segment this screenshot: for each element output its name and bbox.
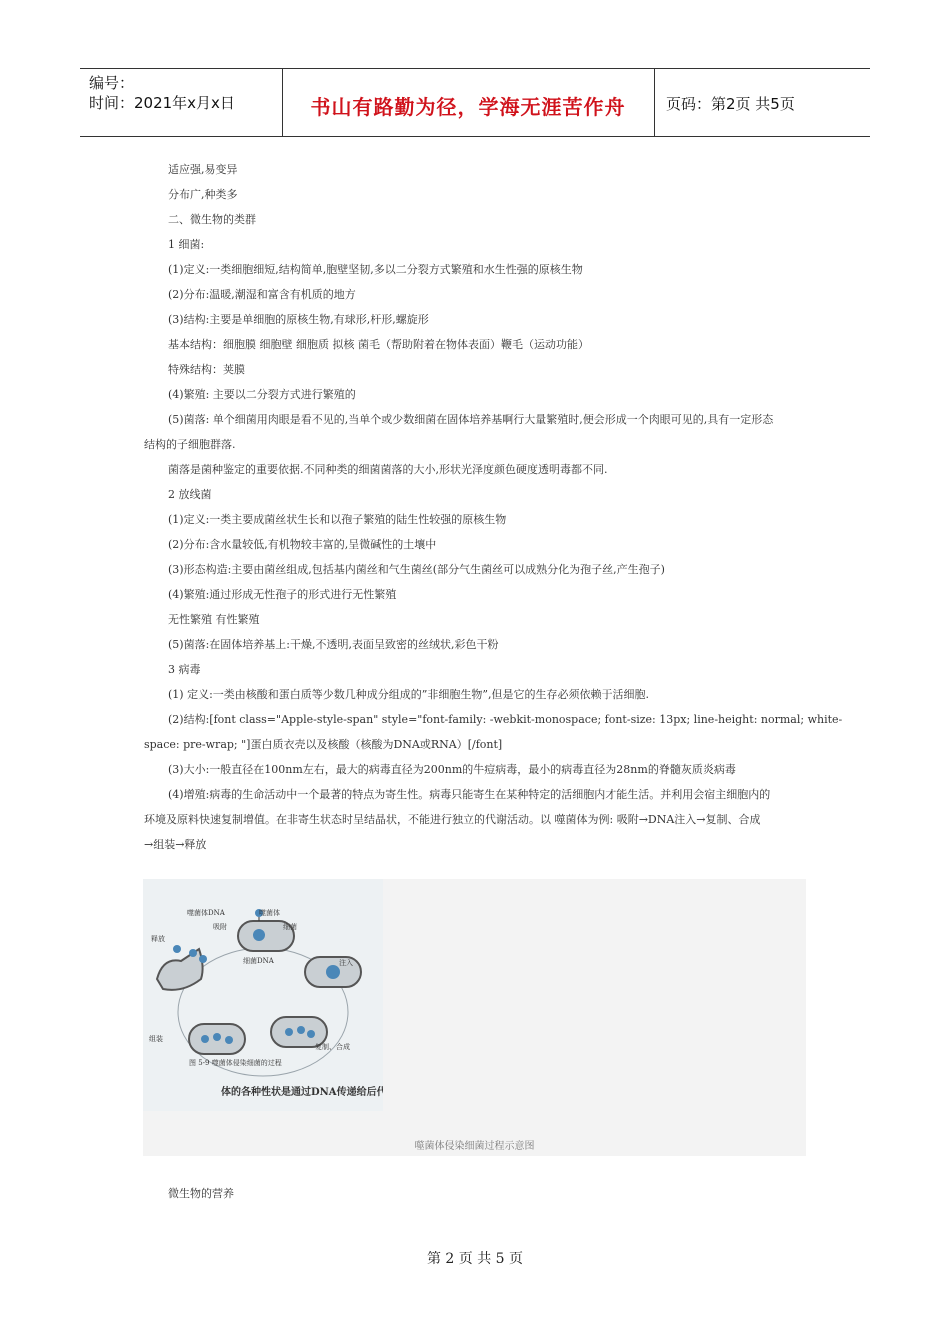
body-line: 基本结构：细胞膜 细胞壁 细胞质 拟核 菌毛（帮助附着在物体表面）鞭毛（运动功能） — [168, 338, 589, 351]
body-line: (1)定义:一类细胞细短,结构简单,胞壁坚韧,多以二分裂方式繁殖和水生性强的原核生物 — [168, 263, 583, 276]
body-line: 环境及原料快速复制增值。在非寄生状态时呈结晶状，不能进行独立的代谢活动。以 噬菌体为例: 吸附→DNA注入→复制、合成 — [144, 813, 761, 826]
body-line: (1)定义:一类主要成菌丝状生长和以孢子繁殖的陆生性较强的原核生物 — [168, 513, 507, 526]
body-line: (4)繁殖:通过形成无性孢子的形式进行无性繁殖 — [168, 588, 397, 601]
body-line: 菌落是菌种鉴定的重要依据.不同种类的细菌菌落的大小,形状光泽度颜色硬度透明毒都不同. — [168, 463, 608, 476]
time-label: 时间：2021年x月x日 — [89, 94, 235, 112]
header-info-cell — [80, 69, 283, 136]
body-line: 适应强,易变异 — [168, 163, 238, 176]
body-line: 二、微生物的类群 — [168, 213, 256, 226]
label-release: 释放 — [151, 935, 165, 943]
body-line: (4)繁殖: 主要以二分裂方式进行繁殖的 — [168, 388, 356, 401]
body-line: (5)菌落:在固体培养基上:干燥,不透明,表面呈致密的丝绒状,彩色干粉 — [168, 638, 499, 651]
figure — [143, 879, 806, 1156]
page-info: 页码：第2页 共5页 — [666, 95, 795, 113]
page-footer: 第 2 页 共 5 页 — [426, 1251, 524, 1267]
diagram-svg — [143, 879, 383, 1111]
body-line: (2)分布:含水量较低,有机物较丰富的,呈微碱性的土壤中 — [168, 538, 437, 551]
label-phage-dna: 噬菌体DNA — [187, 909, 225, 917]
label-bacteria-dna: 细菌DNA — [243, 957, 274, 965]
label-bacterium: 细菌 — [283, 923, 297, 931]
body-line: (3)结构:主要是单细胞的原核生物,有球形,杆形,螺旋形 — [168, 313, 429, 326]
body-line: (2)分布:温暖,潮湿和富含有机质的地方 — [168, 288, 356, 301]
figure-bottom-text: 体的各种性状是通过DNA传递给后代 — [221, 1087, 383, 1098]
body-line: (4)增殖:病毒的生命活动中一个最著的特点为寄生性。病毒只能寄生在某种特定的活细胞内才能生活。并利用会宿主细胞内的 — [168, 788, 771, 801]
label-adsorb: 吸附 — [213, 923, 227, 931]
body-line: 无性繁殖 有性繁殖 — [168, 613, 260, 626]
body-line: (3)大小:一般直径在100nm左右，最大的病毒直径为200nm的牛痘病毒，最小的病毒直径为28nm的脊髓灰质炎病毒 — [168, 763, 736, 776]
body-line: →组装→释放 — [144, 838, 207, 851]
body-line: 结构的子细胞群落. — [144, 438, 236, 451]
label-inject: 注入 — [339, 959, 353, 967]
body-line: space: pre-wrap; "]蛋白质衣壳以及核酸（核酸为DNA或RNA）[/font] — [144, 738, 503, 751]
body-line: 3 病毒 — [168, 663, 201, 676]
motto: 书山有路勤为径，学海无涯苦作舟 — [310, 95, 626, 119]
body-line: (1) 定义:一类由核酸和蛋白质等少数几种成分组成的”非细胞生物”,但是它的生存必须依赖于活细胞. — [168, 688, 650, 701]
figure-caption: 噬菌体侵染细菌过程示意图 — [414, 1141, 535, 1152]
section-heading-nutrition: 微生物的营养 — [168, 1187, 234, 1200]
label-replicate: 复制、合成 — [315, 1043, 350, 1051]
bacterium-lower-left — [189, 1024, 245, 1054]
label-phage: 噬菌体 — [259, 909, 280, 917]
number-label: 编号： — [89, 74, 135, 92]
body-line: 1 细菌: — [168, 238, 205, 251]
body-line: (3)形态构造:主要由菌丝组成,包括基内菌丝和气生菌丝(部分气生菌丝可以成熟分化为孢子丝,产生孢子) — [168, 563, 665, 576]
header-motto-cell — [282, 69, 655, 136]
body-line: 2 放线菌 — [168, 488, 212, 501]
body-line: 特殊结构：荚膜 — [168, 363, 245, 376]
body-line: (2)结构:[font class="Apple-style-span" style="font-family: -webkit-monospace; font-size: 13px; line-height: normal; white- — [168, 713, 843, 726]
figure-title: 图 5-9 噬菌体侵染细菌的过程 — [189, 1059, 282, 1067]
header-page-cell — [654, 69, 870, 136]
body-line: 分布广,种类多 — [168, 188, 238, 201]
label-assemble: 组装 — [149, 1035, 163, 1043]
body-line: (5)菌落: 单个细菌用肉眼是看不见的,当单个或少数细菌在固体培养基啊行大量繁殖时,便会形成一个肉眼可见的,具有一定形态 — [168, 413, 774, 426]
page-header — [80, 68, 870, 137]
phage-infection-diagram — [143, 879, 383, 1111]
